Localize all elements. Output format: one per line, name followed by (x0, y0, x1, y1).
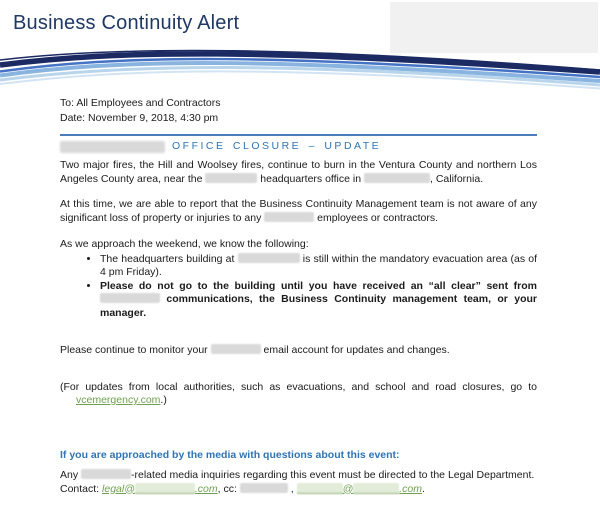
redacted-text (364, 173, 430, 183)
legal-email-link[interactable]: .com (194, 482, 218, 495)
text-run: , (287, 482, 297, 495)
text-run: The headquarters building at (100, 252, 238, 265)
paragraph-report (60, 198, 537, 225)
redacted-text (264, 212, 314, 222)
redacted-text (240, 483, 288, 493)
vcemergency-link[interactable]: vcemergency.com (76, 394, 161, 406)
date-line: Date: November 9, 2018, 4:30 pm (60, 112, 219, 124)
header-swoosh-graphic (0, 44, 600, 96)
paragraph-authorities (60, 381, 537, 408)
text-run: Two major fires, the Hill and Woolsey fires, continue to burn in the Ventura County and northern Los Angeles County area, near the (60, 159, 537, 185)
paragraph-media-inquiries (60, 469, 537, 483)
bullet-evacuation (100, 253, 537, 280)
text-run: Please continue to monitor your (60, 344, 211, 356)
paragraph-monitor (60, 344, 537, 358)
media-section-heading: If you are approached by the media with questions about this event: (60, 448, 400, 461)
text-run: Any (60, 469, 82, 481)
notice-heading: OFFICE CLOSURE – UPDATE (172, 139, 382, 152)
text-run: , cc: (217, 482, 240, 495)
redacted-text (60, 141, 165, 153)
redacted-text (135, 483, 195, 493)
to-line: To: All Employees and Contractors (60, 97, 221, 109)
document-body (60, 96, 537, 496)
legal-email-link[interactable]: legal@ (102, 482, 135, 495)
bullet-list (60, 253, 537, 321)
redacted-text (81, 469, 131, 479)
notice-heading-row (60, 140, 537, 153)
text-run: Contact: (60, 482, 103, 495)
redacted-text (353, 483, 399, 493)
text-run: At this time, we are able to report that the Business Continuity Management team is not aware of any significant loss of property or injuries to any (60, 198, 537, 224)
list-intro: As we approach the weekend, we know the following: (60, 238, 309, 250)
text-run: -related media inquiries regarding this event must be directed to the Legal Department. (131, 469, 535, 481)
redacted-text (238, 253, 300, 263)
redacted-text (100, 293, 160, 303)
cc-email-link[interactable]: @ (342, 482, 354, 495)
bullet-all-clear (100, 280, 537, 321)
text-run: employees or contractors. (314, 211, 438, 224)
redacted-text (205, 173, 257, 183)
cc-email-link[interactable]: .com (399, 482, 423, 495)
paragraph-contact (60, 483, 537, 497)
text-run: , California. (430, 172, 484, 185)
paragraph-fires (60, 159, 537, 186)
text-run: Please do not go to the building until you have received an “all clear” sent from (100, 279, 537, 292)
text-run: email account for updates and changes. (260, 344, 450, 356)
text-run: is still within the mandatory evacuation area (as of 4 pm Friday). (100, 252, 537, 278)
text-run: .) (160, 394, 167, 406)
redacted-text (297, 483, 343, 493)
text-run: . (422, 482, 425, 495)
redacted-text (211, 344, 261, 354)
page-title: Business Continuity Alert (13, 12, 240, 34)
text-run: communications, the Business Continuity management team, or your manager. (100, 293, 537, 319)
text-run: headquarters office in (257, 172, 364, 185)
divider-rule (60, 134, 537, 136)
text-run: (For updates from local authorities, such as evacuations, and school and road closures, go to (60, 380, 537, 393)
